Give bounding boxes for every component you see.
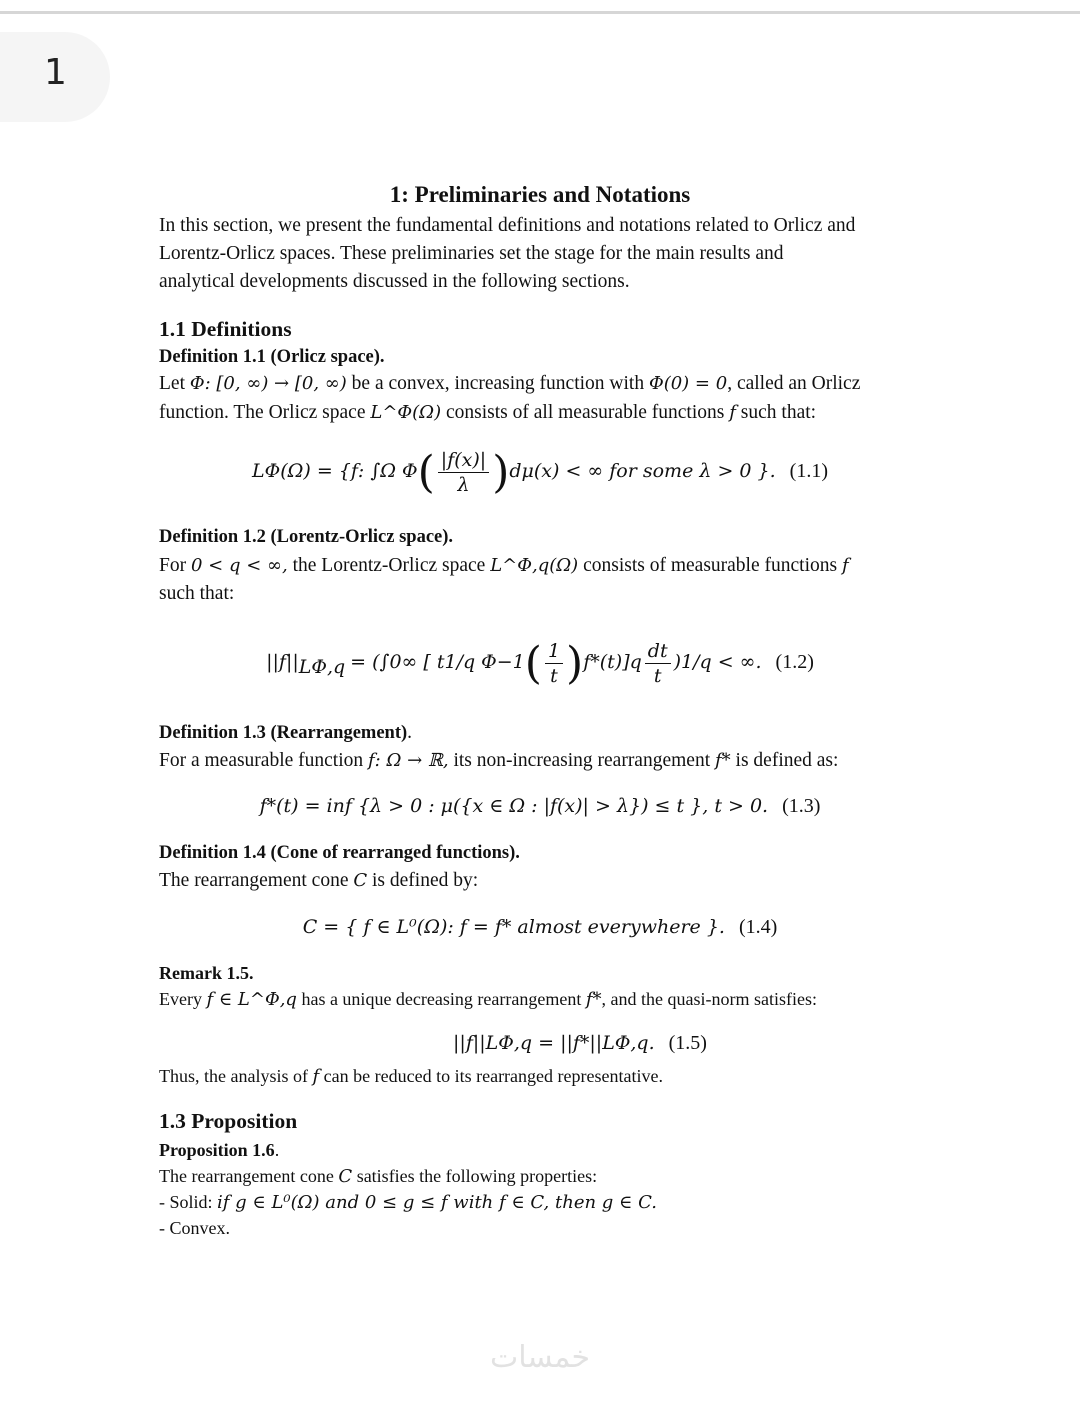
equation-1-3: f*(t) = inf {λ > 0 : μ({x ∈ Ω : |f(x)| > λ}) ≤ t }, t > 0. (1.3): [259, 795, 821, 817]
equation-1-5: ||f||LΦ,q = ||f*||LΦ,q. (1.5): [453, 1032, 707, 1054]
section-title: 1: Preliminaries and Notations: [389, 182, 691, 207]
proposition-line3: - Convex.: [159, 1218, 230, 1238]
definition-1-3-title: Definition 1.3 (Rearrangement).: [159, 722, 413, 743]
definition-1-2-line2: such that:: [159, 583, 235, 604]
definition-1-3-line1: For a measurable function f: Ω → ℝ, its non-increasing rearrangement f* is defined as:: [159, 750, 839, 771]
top-divider: [0, 11, 1080, 14]
remark-1-5-line1: Every f ∈ L^Φ,q has a unique decreasing rearrangement f*, and the quasi-norm satisfies:: [159, 989, 817, 1010]
proposition-line2: - Solid: if g ∈ L⁰(Ω) and 0 ≤ g ≤ f with f ∈ C, then g ∈ C.: [159, 1192, 657, 1213]
proposition-line1: The rearrangement cone C satisfies the following properties:: [159, 1166, 598, 1187]
remark-1-5-line2: Thus, the analysis of f can be reduced to its rearranged representative.: [159, 1066, 663, 1087]
definition-1-1-line1: Let Φ: [0, ∞) → [0, ∞) be a convex, increasing function with Φ(0) = 0, called an Orlicz: [159, 373, 861, 394]
definition-1-4-title: Definition 1.4 (Cone of rearranged functions).: [159, 843, 520, 863]
remark-1-5-title: Remark 1.5.: [159, 963, 254, 983]
equation-1-2: $||f||_{L\Phi,q} = (\int 0\infty$ [ t1/q Φ−1( $\frac{1}{t}$ )f*(t)]q $\frac{dt}{t}$ )1/q < ∞. (1.2): [266, 638, 814, 689]
intro-line-1: In this section, we present the fundamental definitions and notations related to Orlicz and: [159, 215, 856, 236]
intro-line-3: analytical developments discussed in the following sections.: [159, 271, 630, 292]
definition-1-2-line1: For 0 < q < ∞, the Lorentz-Orlicz space L^Φ,q(Ω) consists of measurable functions f: [159, 555, 849, 576]
definition-1-1-line2: function. The Orlicz space L^Φ(Ω) consists of all measurable functions f such that:: [159, 402, 817, 423]
definition-1-4-line1: The rearrangement cone C is defined by:: [159, 870, 479, 891]
intro-line-2: Lorentz-Orlicz spaces. These preliminaries set the stage for the main results and: [159, 243, 784, 264]
equation-1-1: LΦ(Ω) = {f: ∫Ω Φ( $\frac{|f(x)|}{\lambda}$ )dμ(x) < ∞ for some λ > 0 }. (1.1): [252, 447, 828, 498]
heading-definitions: 1.1 Definitions: [159, 317, 292, 341]
heading-proposition: 1.3 Proposition: [159, 1109, 298, 1133]
definition-1-2-title: Definition 1.2 (Lorentz-Orlicz space).: [159, 527, 454, 547]
page-number-badge: [0, 32, 110, 122]
watermark-logo: خمسات: [489, 1340, 591, 1375]
page-number: 1: [44, 52, 67, 93]
definition-1-1-title: Definition 1.1 (Orlicz space).: [159, 347, 385, 367]
proposition-1-6-title: Proposition 1.6.: [159, 1140, 280, 1160]
equation-1-4: C = { f ∈ L⁰(Ω): f = f* almost everywhere }. (1.4): [302, 916, 778, 938]
